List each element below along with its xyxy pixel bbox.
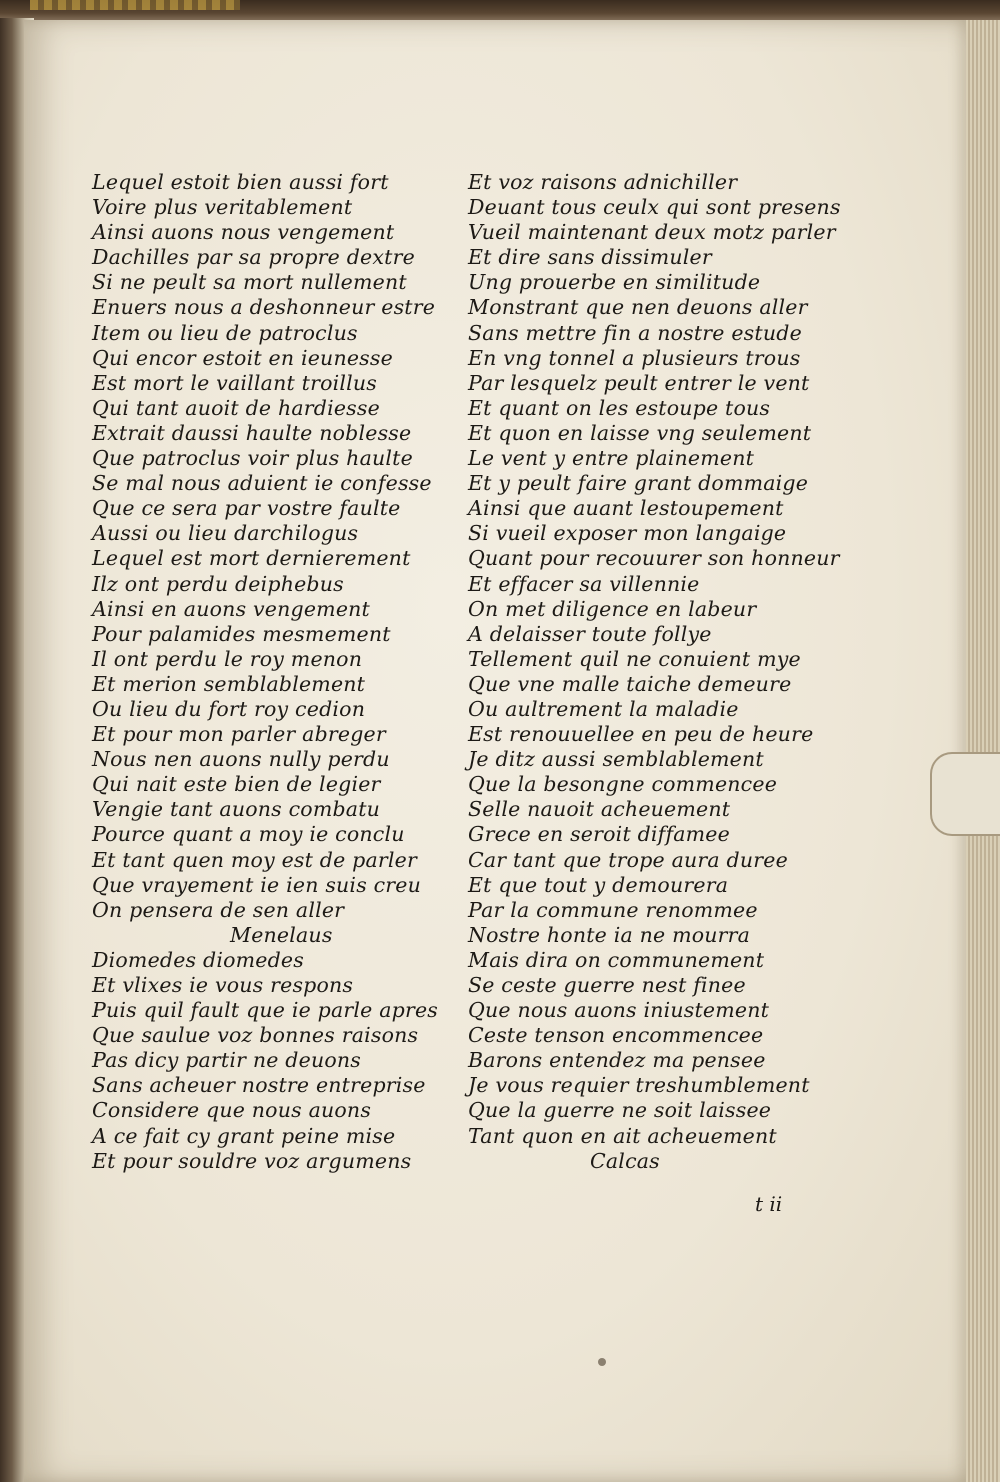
verse-line: En vng tonnel a plusieurs trous <box>468 345 801 370</box>
verse-line: Mais dira on communement <box>468 947 765 972</box>
speaker-heading: Calcas <box>590 1148 660 1173</box>
verse-line: Extrait daussi haulte noblesse <box>92 420 412 445</box>
verse-line: Qui encor estoit en ieunesse <box>92 345 393 370</box>
verse-line: Que la besongne commencee <box>468 772 778 797</box>
verse-line: Je ditz aussi semblablement <box>468 747 764 772</box>
verse-line: Ung prouerbe en similitude <box>468 270 761 295</box>
verse-line: Enuers nous a deshonneur estre <box>92 295 436 320</box>
verse-line: Et quon en laisse vng seulement <box>468 420 812 445</box>
gilt-tooling <box>30 0 240 10</box>
fore-edge-leaves <box>962 20 1000 1482</box>
verse-line: Puis quil fault que ie parle apres <box>92 998 438 1023</box>
verse-line: Qui nait este bien de legier <box>92 772 381 797</box>
verse-line: Se ceste guerre nest finee <box>468 973 746 997</box>
right-text-column <box>468 170 841 1174</box>
verse-line: Ou aultrement la maladie <box>468 696 739 721</box>
verse-line: Et merion semblablement <box>92 671 366 696</box>
verse-line: Ilz ont perdu deiphebus <box>92 571 344 596</box>
verse-line: Il ont perdu le roy menon <box>92 646 363 671</box>
verse-line: Pour palamides mesmement <box>92 621 391 646</box>
verse-line: Diomedes diomedes <box>92 947 304 972</box>
verse-line: Voire plus veritablement <box>92 195 353 220</box>
verse-line: Que vrayement ie ien suis creu <box>92 872 422 897</box>
verse-line: Que saulue voz bonnes raisons <box>92 1023 419 1048</box>
verse-line: Vengie tant auons combatu <box>92 797 381 822</box>
verse-line: Que nous auons iniustement <box>468 998 770 1023</box>
verse-line: Que ce sera par vostre faulte <box>92 496 401 521</box>
verse-line: Selle nauoit acheuement <box>468 797 731 822</box>
verse-line: Sans mettre fin a nostre estude <box>468 320 802 345</box>
bookmark-tab <box>930 752 1000 836</box>
verse-line: Nostre honte ia ne mourra <box>468 922 751 947</box>
verse-line: Item ou lieu de patroclus <box>92 320 358 345</box>
speaker-heading: Menelaus <box>230 922 333 947</box>
verse-line: A ce fait cy grant peine mise <box>92 1123 396 1148</box>
verse-line: A delaisser toute follye <box>468 621 712 646</box>
verse-line: Si vueil exposer mon langaige <box>468 521 787 546</box>
verse-line: Que vne malle taiche demeure <box>468 671 792 696</box>
verse-line: Lequel est mort dernierement <box>92 546 411 571</box>
verse-line: Que la guerre ne soit laissee <box>468 1098 772 1123</box>
verse-line: Tellement quil ne conuient mye <box>468 646 801 671</box>
verse-line: Aussi ou lieu darchilogus <box>92 521 359 546</box>
verse-line: Pas dicy partir ne deuons <box>92 1048 362 1073</box>
verse-line: Quant pour recouurer son honneur <box>468 546 840 571</box>
verse-line: Deuant tous ceulx qui sont presens <box>468 195 841 220</box>
verse-line: Et y peult faire grant dommaige <box>468 471 809 496</box>
verse-line: Sans acheuer nostre entreprise <box>92 1073 426 1098</box>
verse-line: Le vent y entre plainement <box>468 446 755 471</box>
verse-line: Grece en seroit diffamee <box>468 822 730 847</box>
verse-line: Et quant on les estoupe tous <box>468 395 771 420</box>
verse-line: Et pour mon parler abreger <box>92 722 386 747</box>
verse-line: Dachilles par sa propre dextre <box>92 245 415 270</box>
verse-line: Si ne peult sa mort nullement <box>92 270 407 295</box>
verse-line: Et pour souldre voz argumens <box>92 1148 412 1173</box>
verse-line: Tant quon en ait acheuement <box>468 1123 777 1148</box>
verse-line: Par lesquelz peult entrer le vent <box>468 370 810 395</box>
verse-line: Monstrant que nen deuons aller <box>468 295 808 320</box>
verse-line: Qui tant auoit de hardiesse <box>92 395 380 420</box>
verse-line: Ainsi que auant lestoupement <box>468 496 784 521</box>
verse-line: Je vous requier treshumblement <box>468 1073 810 1098</box>
verse-line: Nous nen auons nully perdu <box>92 747 390 772</box>
ink-smudge <box>598 1358 606 1366</box>
verse-line: Considere que nous auons <box>92 1098 372 1123</box>
verse-line: Et voz raisons adnichiller <box>468 170 738 194</box>
verse-line: Et effacer sa villennie <box>468 571 700 596</box>
verse-line: Ou lieu du fort roy cedion <box>92 696 366 721</box>
verse-line: Par la commune renommee <box>468 897 758 922</box>
verse-line: Barons entendez ma pensee <box>468 1048 766 1073</box>
verse-line: On pensera de sen aller <box>92 897 345 922</box>
verse-line: Ainsi en auons vengement <box>92 596 370 621</box>
verse-line: Que patroclus voir plus haulte <box>92 446 413 471</box>
verse-line: Car tant que trope aura duree <box>468 847 788 872</box>
left-text-column <box>92 170 437 1174</box>
verse-line: Et vlixes ie vous respons <box>92 973 354 997</box>
verse-line: Pource quant a moy ie conclu <box>92 822 405 847</box>
book-cover-edge <box>0 0 1000 22</box>
verse-line: Est renouuellee en peu de heure <box>468 722 814 747</box>
verse-line: Ceste tenson encommencee <box>468 1023 764 1048</box>
verse-line: Se mal nous aduient ie confesse <box>92 471 432 496</box>
verse-line: Lequel estoit bien aussi fort <box>92 170 389 194</box>
verse-line: Est mort le vaillant troillus <box>92 370 378 395</box>
verse-line: Et dire sans dissimuler <box>468 245 712 270</box>
verse-line: On met diligence en labeur <box>468 596 757 621</box>
verse-line: Et que tout y demourera <box>468 872 729 897</box>
signature-mark: t ii <box>755 1192 783 1216</box>
verse-line: Ainsi auons nous vengement <box>92 220 395 245</box>
verse-line: Et tant quen moy est de parler <box>92 847 418 872</box>
verse-line: Vueil maintenant deux motz parler <box>468 220 836 245</box>
